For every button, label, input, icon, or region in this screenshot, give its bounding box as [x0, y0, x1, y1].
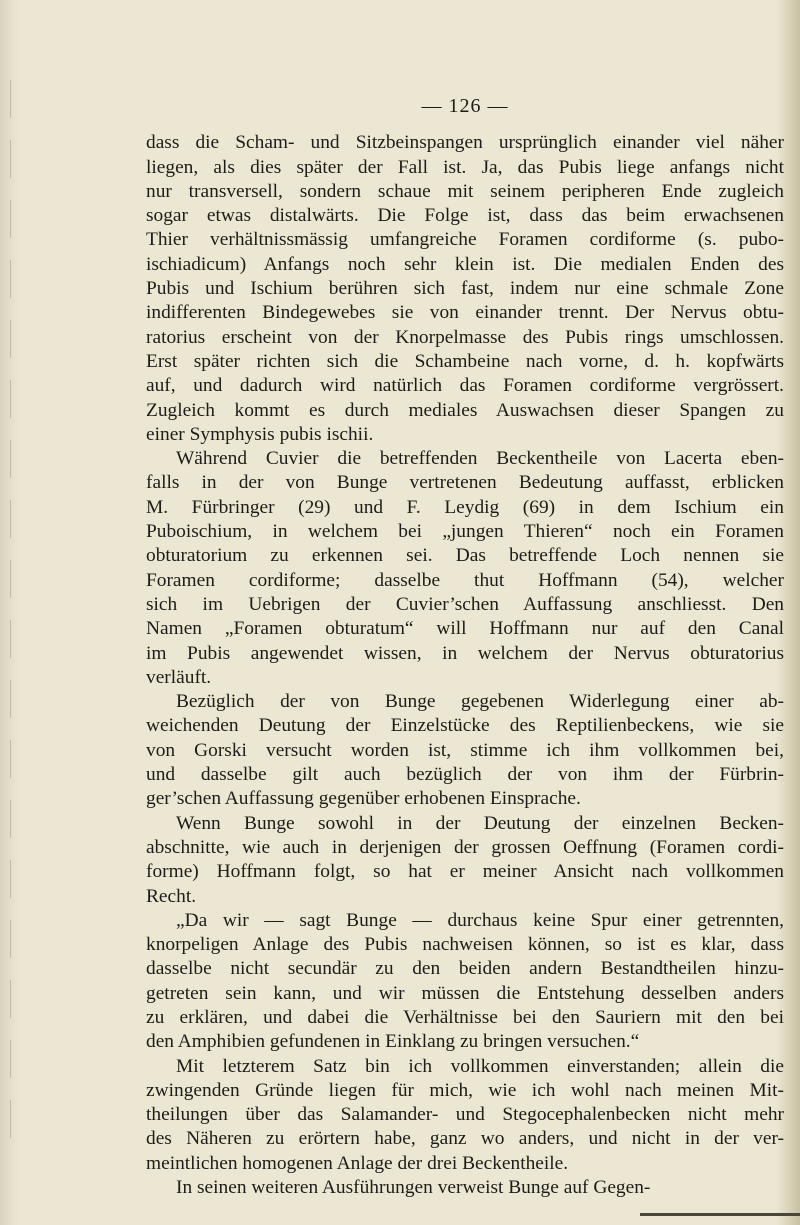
text-line: theilungen über das Salamander- und Stegocephalenbecken nicht mehr [146, 1104, 784, 1126]
text-line: obturatorium zu erkennen sei. Das betreffende Loch nennen sie [146, 545, 784, 567]
text-line: sogar etwas distalwärts. Die Folge ist, dass das beim erwachsenen [146, 205, 784, 227]
text-line: und dasselbe gilt auch bezüglich der von ihm der Fürbrin- [146, 764, 784, 786]
text-line: In seinen weiteren Ausführungen verweist Bunge auf Gegen- [176, 1177, 651, 1199]
paragraph [146, 1055, 784, 1176]
text-line: Zugleich kommt es durch mediales Auswachsen dieser Spangen zu [146, 399, 784, 421]
page-body [146, 94, 784, 1200]
text-line: Während Cuvier die betreffenden Beckentheile von Lacerta eben- [176, 448, 784, 470]
text-line: Mit letzterem Satz bin ich vollkommen einverstanden; allein die [176, 1055, 784, 1077]
text-line: Namen „Foramen obturatum“ will Hoffmann nur auf den Canal [146, 618, 784, 640]
text-line: dass die Scham- und Sitzbeinspangen ursprünglich einander viel näher [146, 132, 784, 154]
text-line: indifferenten Bindegewebes sie von einander trennt. Der Nervus obtu- [146, 302, 784, 324]
text-line: Thier verhältnissmässig umfangreiche Foramen cordiforme (s. pubo- [146, 229, 784, 251]
text-line: ratorius erscheint von der Knorpelmasse des Pubis rings umschlossen. [146, 326, 784, 348]
paragraph [146, 909, 784, 1055]
paragraph [146, 690, 784, 811]
text-line: von Gorski versucht worden ist, stimme ich ihm vollkommen bei, [146, 739, 784, 761]
text-line: M. Fürbringer (29) und F. Leydig (69) in dem Ischium ein [146, 496, 784, 518]
bottom-rule [640, 1213, 800, 1216]
text-line: auf, und dadurch wird natürlich das Foramen cordiforme vergrössert. [146, 375, 784, 397]
text-line: verläuft. [146, 666, 212, 688]
text-line: ger’schen Auffassung gegenüber erhobenen Einsprache. [146, 788, 581, 810]
text-line: sich im Uebrigen der Cuvier’schen Auffassung anschliesst. Den [146, 593, 784, 615]
text-line: Bezüglich der von Bunge gegebenen Widerlegung einer ab- [176, 691, 784, 713]
paragraph [146, 447, 784, 690]
paragraph [146, 812, 784, 909]
text-line: forme) Hoffmann folgt, so hat er meiner Ansicht nach vollkommen [146, 861, 784, 883]
text-line: abschnitte, wie auch in derjenigen der grossen Oeffnung (Foramen cordi- [146, 836, 784, 858]
text-line: den Amphibien gefundenen in Einklang zu bringen versuchen.“ [146, 1031, 640, 1053]
text-line: Puboischium, in welchem bei „jungen Thieren“ noch ein Foramen [146, 521, 784, 543]
page-number: — 126 — [421, 95, 509, 117]
text-line: nur transversell, sondern schaue mit seinem peripheren Ende zugleich [146, 180, 784, 202]
text-line: knorpeligen Anlage des Pubis nachweisen können, so ist es klar, dass [146, 934, 784, 956]
text-line: liegen, als dies später der Fall ist. Ja, das Pubis liege anfangs nicht [146, 156, 784, 178]
text-line: zu erklären, und dabei die Verhältnisse bei den Sauriern mit den bei [146, 1006, 784, 1028]
page-left-edge [0, 0, 20, 1225]
text-line: Erst später richten sich die Schambeine nach vorne, d. h. kopfwärts [146, 350, 784, 372]
paragraph [146, 131, 784, 447]
text-line: Wenn Bunge sowohl in der Deutung der einzelnen Becken- [176, 812, 784, 834]
text-line: „Da wir — sagt Bunge — durchaus keine Spur einer getrennten, [176, 909, 784, 931]
text-line: Pubis und Ischium berühren sich fast, indem nur eine schmale Zone [146, 278, 784, 300]
text-line: meintlichen homogenen Anlage der drei Beckentheile. [146, 1152, 569, 1174]
text-line: falls in der von Bunge vertretenen Bedeutung auffasst, erblicken [146, 472, 784, 494]
text-body [146, 131, 784, 1200]
text-line: weichenden Deutung der Einzelstücke des Reptilienbeckens, wie sie [146, 715, 784, 737]
text-line: Recht. [146, 885, 197, 907]
text-line: einer Symphysis pubis ischii. [146, 423, 374, 445]
text-line: dasselbe nicht secundär zu den beiden andern Bestandtheilen hinzu- [146, 958, 784, 980]
text-line: im Pubis angewendet wissen, in welchem der Nervus obturatorius [146, 642, 784, 664]
paragraph [146, 1176, 784, 1200]
text-line: Foramen cordiforme; dasselbe thut Hoffmann (54), welcher [146, 569, 784, 591]
text-line: getreten sein kann, und wir müssen die Entstehung desselben anders [146, 982, 784, 1004]
text-line: ischiadicum) Anfangs noch sehr klein ist. Die medialen Enden des [146, 253, 784, 275]
text-line: des Näheren zu erörtern habe, ganz wo anders, und nicht in der ver- [146, 1128, 784, 1150]
text-line: zwingenden Gründe liegen für mich, wie ich wohl nach meinen Mit- [146, 1079, 784, 1101]
